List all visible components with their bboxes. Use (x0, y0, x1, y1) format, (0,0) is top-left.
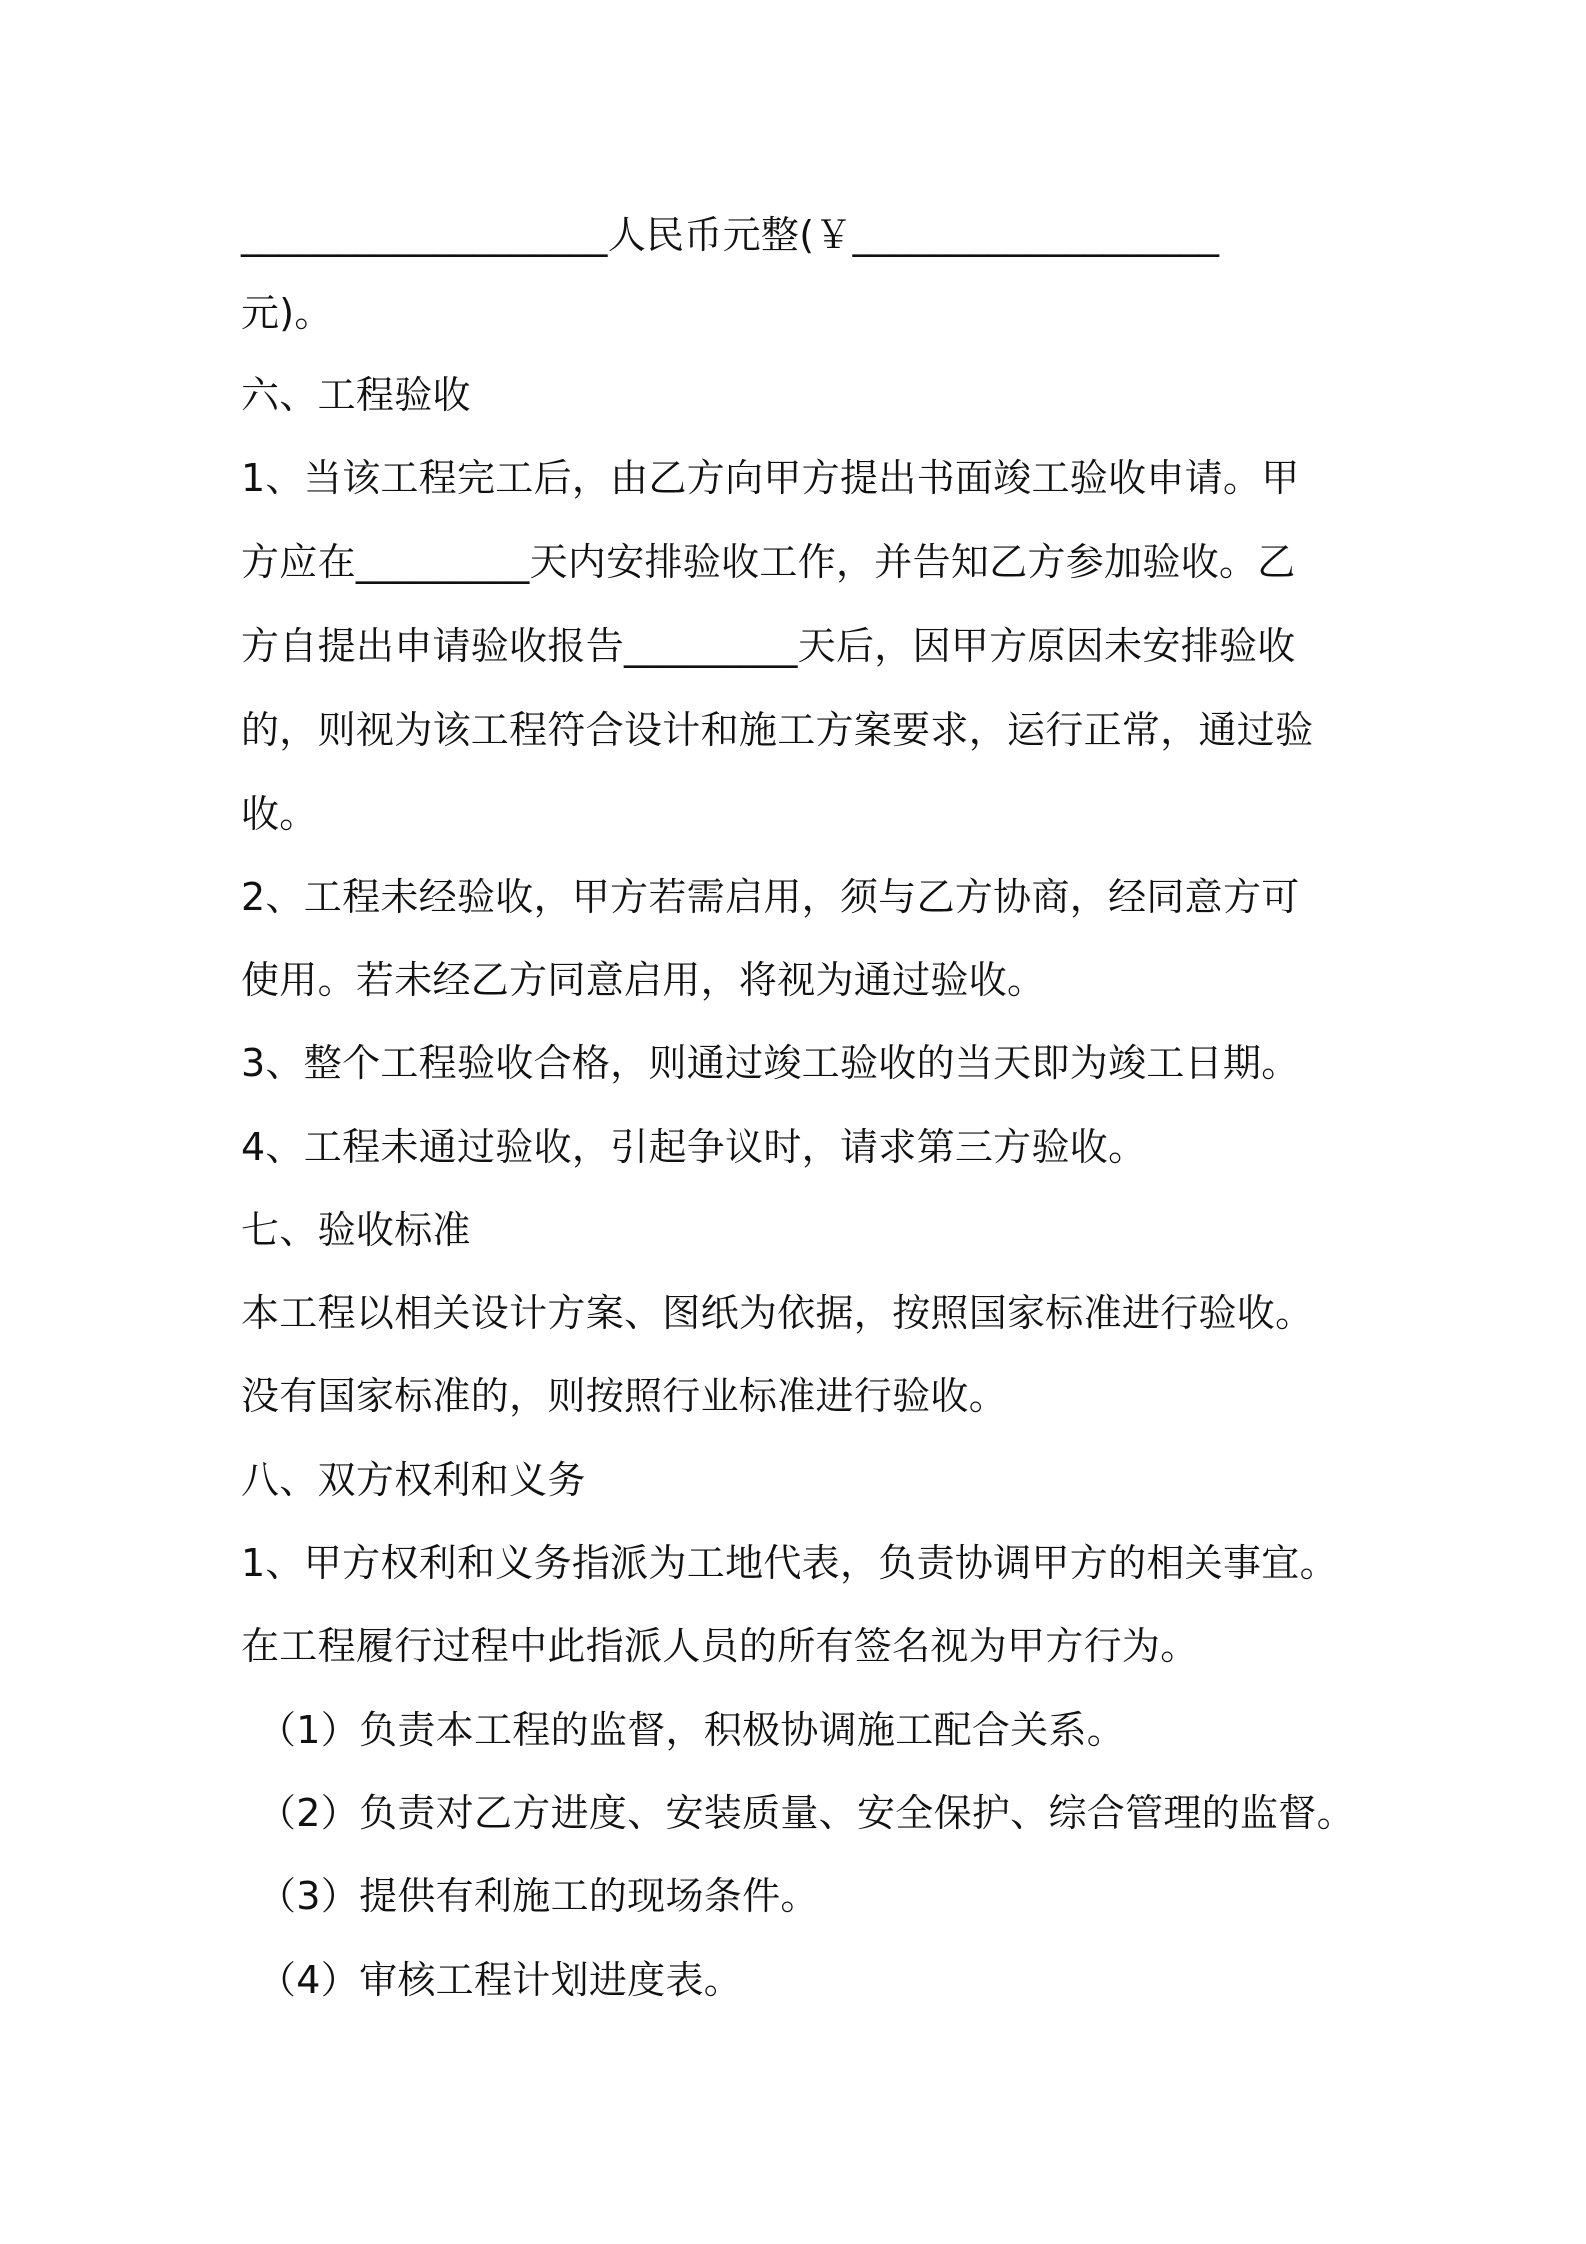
text-line: 本工程以相关设计方案、图纸为依据，按照国家标准进行验收。 (241, 1291, 1314, 1335)
text-line: 2、工程未经验收，甲方若需启用，须与乙方协商，经同意方可 (241, 875, 1300, 919)
text-line: 使用。若未经乙方同意启用，将视为通过验收。 (241, 958, 1046, 1002)
text-line: 4、工程未通过验收，引起争议时，请求第三方验收。 (241, 1125, 1147, 1169)
section-heading-acceptance: 六、工程验收 (241, 373, 471, 417)
text-line-payment-amount: ___________________人民币元整(￥___________________ (241, 213, 1220, 257)
text-line: 1、甲方权利和义务指派为工地代表，负责协调甲方的相关事宜。 (241, 1541, 1338, 1585)
list-item: （1）负责本工程的监督，积极协调施工配合关系。 (258, 1708, 1126, 1752)
list-item: （4）审核工程计划进度表。 (258, 1958, 743, 2002)
section-heading-rights: 八、双方权利和义务 (241, 1458, 586, 1502)
section-heading-standards: 七、验收标准 (241, 1208, 471, 1252)
text-line: 1、当该工程完工后，由乙方向甲方提出书面竣工验收申请。甲 (241, 456, 1300, 500)
text-line: 没有国家标准的，则按照行业标准进行验收。 (241, 1374, 1008, 1418)
list-item: （3）提供有利施工的现场条件。 (258, 1874, 819, 1918)
text-line: 3、整个工程验收合格，则通过竣工验收的当天即为竣工日期。 (241, 1041, 1300, 1085)
text-line: 方应在_________天内安排验收工作，并告知乙方参加验收。乙 (241, 540, 1296, 584)
text-line: 收。 (241, 792, 318, 836)
text-line: 方自提出申请验收报告_________天后，因甲方原因未安排验收 (241, 624, 1296, 668)
text-line: 的，则视为该工程符合设计和施工方案要求，运行正常，通过验 (241, 708, 1314, 752)
list-item: （2）负责对乙方进度、安装质量、安全保护、综合管理的监督。 (258, 1791, 1355, 1835)
text-line: 在工程履行过程中此指派人员的所有签名视为甲方行为。 (241, 1624, 1199, 1668)
text-line-payment-unit: 元)。 (241, 291, 333, 335)
